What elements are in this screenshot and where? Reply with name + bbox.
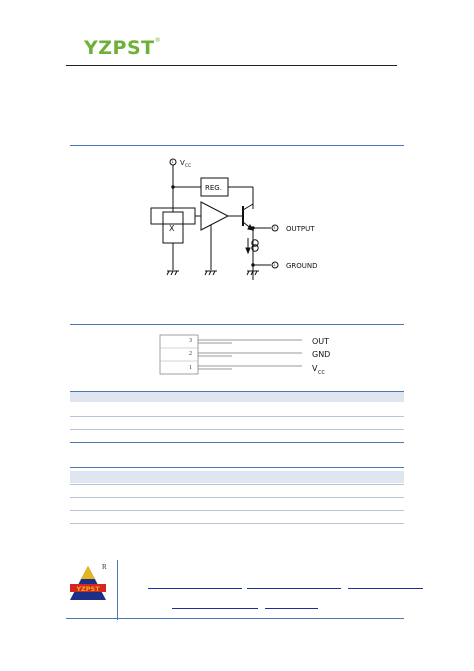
- footer-link-3[interactable]: [348, 588, 423, 589]
- footer-link-1[interactable]: [148, 588, 242, 589]
- pin-3-label: OUT: [312, 337, 330, 346]
- pin-1-number: 1: [189, 365, 192, 371]
- brand-logo-registered: ®: [154, 37, 162, 44]
- footer-link-2[interactable]: [247, 588, 341, 589]
- ground-label: GROUND: [286, 262, 318, 270]
- table-2-header-rule: [70, 484, 404, 485]
- footer-registered-mark: R: [102, 563, 107, 571]
- footer-rule: [66, 618, 404, 619]
- svg-text:3: 3: [273, 226, 276, 231]
- section-rule-block-diagram: [70, 145, 404, 146]
- pin-1-label-sub: CC: [318, 370, 325, 376]
- table-1-bottom-rule: [70, 442, 404, 443]
- brand-logo: [84, 37, 161, 59]
- table-2-section-rule: [70, 467, 404, 468]
- regulator-label: REG.: [205, 184, 222, 192]
- vcc-label-sub: CC: [185, 164, 192, 169]
- table-2-row-rule: [70, 497, 404, 498]
- pin-3-number: 3: [189, 338, 192, 344]
- hall-element-label: X: [169, 224, 175, 233]
- footer-divider: [117, 560, 118, 620]
- footer-link-4[interactable]: [172, 608, 258, 609]
- table-2-header: [70, 471, 404, 483]
- table-1-row-rule: [70, 429, 404, 430]
- table-1-row-rule: [70, 416, 404, 417]
- footer-emblem-text: YZPST: [76, 585, 100, 593]
- brand-logo-text: YZPST: [84, 37, 155, 59]
- pin-configuration: [152, 333, 362, 378]
- table-1-top-rule: [70, 391, 404, 392]
- pin-2-label: GND: [312, 350, 331, 359]
- section-rule-pinout: [70, 324, 404, 325]
- pin-1-label: V: [312, 364, 318, 373]
- footer-emblem-icon: [66, 564, 110, 604]
- svg-text:1: 1: [171, 160, 174, 165]
- amplifier-symbol: [201, 202, 228, 230]
- pin-2-number: 2: [189, 351, 192, 357]
- footer-link-5[interactable]: [265, 608, 318, 609]
- package-outline: [160, 335, 198, 374]
- output-label: OUTPUT: [286, 225, 315, 233]
- block-diagram: [140, 152, 340, 287]
- header-rule: [66, 65, 397, 66]
- svg-text:2: 2: [273, 263, 276, 268]
- vcc-label: V: [180, 159, 185, 167]
- table-1-header: [70, 391, 404, 402]
- table-2-row-rule: [70, 523, 404, 524]
- table-2-row-rule: [70, 510, 404, 511]
